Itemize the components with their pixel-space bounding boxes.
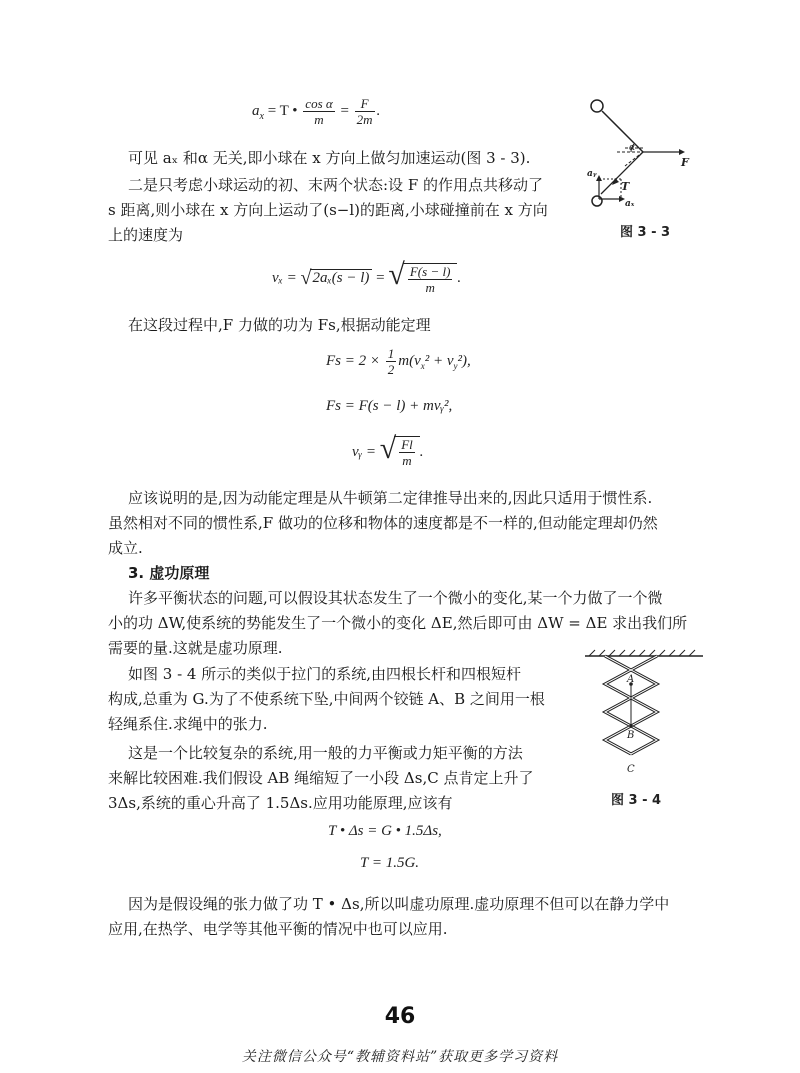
label-T: T bbox=[621, 180, 630, 193]
paragraph-8-line-1: 因为是假设绳的张力做了功 T • Δs,所以叫虚功原理.虚功原理不但可以在静力学中 bbox=[128, 895, 670, 913]
force-arrowhead bbox=[679, 149, 685, 155]
figure-3-3 bbox=[585, 96, 695, 236]
equation-vx: vₓ = √2aₓ(s − l) = √ $\frac{F(s - l)}{m}$ . bbox=[272, 258, 462, 295]
fraction-one-half: $\frac{1}{2}$ bbox=[387, 346, 395, 377]
paragraph-7-line-2: 来解比较困难.我们假设 AB 绳缩短了一小段 Δs,C 点肯定上升了 bbox=[108, 769, 534, 787]
ball-circle bbox=[592, 196, 602, 206]
footer-note: 关注微信公众号“教辅资料站”获取更多学习资料 bbox=[241, 1049, 559, 1065]
string-line bbox=[602, 111, 643, 152]
paragraph-6-line-1: 如图 3 - 4 所示的类似于拉门的系统,由四根长杆和四根短杆 bbox=[128, 665, 521, 683]
paragraph-5-line-3: 需要的量.这就是虚功原理. bbox=[108, 639, 283, 657]
equation-ax: $a_x = T$ • $\frac{\text{cos α}}{m}$ = $\frac{F}{2m}$ . bbox=[252, 96, 381, 127]
figure-3-4 bbox=[575, 648, 710, 778]
paragraph-7-line-1: 这是一个比较复杂的系统,用一般的力平衡或力矩平衡的方法 bbox=[128, 744, 523, 762]
label-C: C bbox=[627, 764, 635, 775]
equation-t-2: T = 1.5G. bbox=[360, 855, 420, 871]
paragraph-2-line-2: s 距离,则小球在 x 方向上运动了(s−l)的距离,小球碰撞前在 x 方向 bbox=[108, 201, 548, 219]
page-number: 46 bbox=[384, 1004, 416, 1029]
label-F: F bbox=[681, 156, 689, 169]
label-ax: aₓ bbox=[625, 199, 635, 209]
paragraph-8-line-2: 应用,在热学、电学等其他平衡的情况中也可以应用. bbox=[108, 920, 448, 938]
fraction-F-over-2m: $\frac{F}{2m}$ bbox=[356, 96, 373, 127]
figure-3-3-caption: 图 3 - 3 bbox=[620, 225, 671, 240]
label-B: B bbox=[627, 730, 635, 741]
figure-3-4-caption: 图 3 - 4 bbox=[611, 793, 662, 808]
equation-t-1: T • Δs = G • 1.5Δs, bbox=[328, 823, 442, 839]
paragraph-3: 在这段过程中,F 力做的功为 Fs,根据动能定理 bbox=[128, 316, 431, 334]
paragraph-6-line-2: 构成,总重为 G.为了不使系统下坠,中间两个铰链 A、B 之间用一根 bbox=[108, 690, 545, 708]
fraction-cos-alpha-over-m: $\frac{\text{cos α}}{m}$ bbox=[305, 96, 333, 127]
paragraph-4-line-2: 虽然相对不同的惯性系,F 做功的位移和物体的速度都是不一样的,但动能定理却仍然 bbox=[108, 514, 658, 532]
label-ay: aᵧ bbox=[587, 169, 597, 179]
paragraph-2-line-1: 二是只考虑小球运动的初、末两个状态:设 F 的作用点共移动了 bbox=[128, 176, 544, 194]
hinge-B bbox=[629, 724, 633, 728]
paragraph-4-line-3: 成立. bbox=[108, 539, 143, 557]
paragraph-5-line-2: 小的功 ΔW,使系统的势能发生了一个微小的变化 ΔE,然后即可由 ΔW = ΔE 求出我们所 bbox=[108, 614, 688, 632]
paragraph-5-line-1: 许多平衡状态的问题,可以假设其状态发生了一个微小的变化,某一个力做了一个微 bbox=[128, 589, 663, 607]
paragraph-1: 可见 aₓ 和α 无关,即小球在 x 方向上做匀加速运动(图 3 - 3). bbox=[128, 149, 531, 167]
paragraph-4-line-1: 应该说明的是,因为动能定理是从牛顿第二定律推导出来的,因此只适用于惯性系. bbox=[128, 489, 653, 507]
equation-fs-1: Fs = 2 × $\frac{1}{2}$ $m(v_x^2 + v_y^2)$, bbox=[326, 346, 471, 377]
paragraph-2-line-3: 上的速度为 bbox=[108, 226, 184, 244]
pivot-circle bbox=[591, 100, 603, 112]
section-heading-3: 3. 虚功原理 bbox=[128, 564, 210, 582]
ceiling-hatch bbox=[589, 650, 695, 656]
ay-arrowhead bbox=[596, 175, 602, 181]
paragraph-7-line-3: 3Δs,系统的重心升高了 1.5Δs.应用功能原理,应该有 bbox=[108, 794, 453, 812]
label-A: A bbox=[627, 674, 635, 685]
paragraph-6-line-3: 轻绳系住.求绳中的张力. bbox=[108, 715, 268, 733]
fraction-F-s-l-over-m: $\frac{F(s - l)}{m}$ bbox=[409, 263, 451, 295]
equation-fs-2: Fs = F(s − l) + mvᵧ², bbox=[326, 398, 453, 414]
label-alpha: α bbox=[629, 143, 636, 153]
fraction-Fl-over-m: $\frac{Fl}{m}$ bbox=[401, 437, 413, 469]
equation-vy: vᵧ = √ $\frac{Fl}{m}$ . bbox=[352, 432, 424, 469]
